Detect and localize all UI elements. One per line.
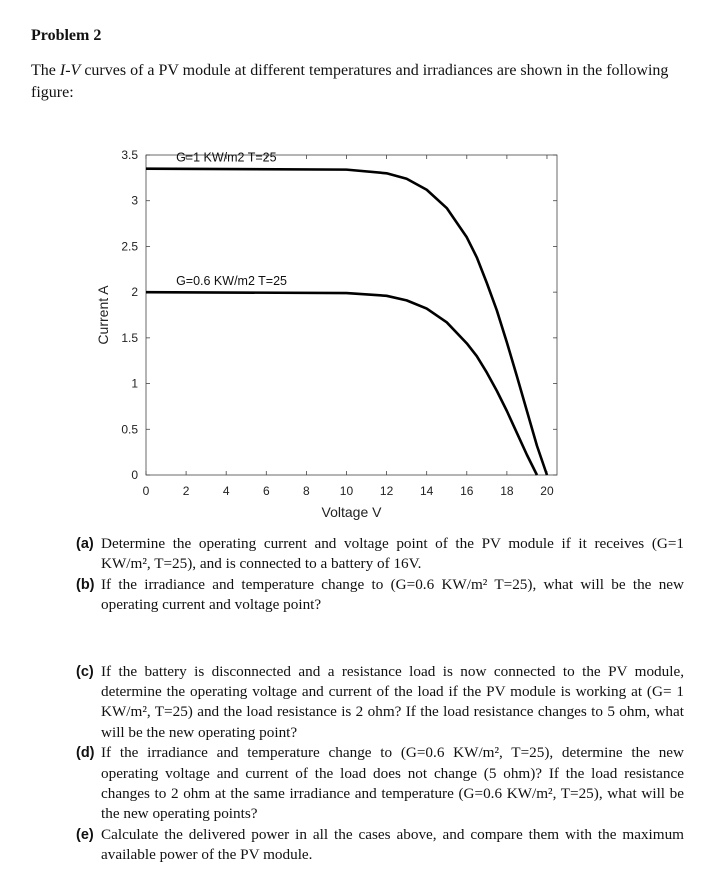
x-axis-label: Voltage V (321, 504, 382, 520)
y-tick-label: 0.5 (121, 422, 138, 437)
plot-frame (146, 155, 557, 475)
question-label: (a) (76, 536, 94, 552)
question-label: (b) (76, 576, 95, 593)
question-e (76, 825, 684, 866)
series-annotation-1: G=1 KW/m2 T=25 (176, 150, 277, 165)
series-line-2 (146, 292, 537, 475)
x-tick-label: 6 (262, 484, 270, 498)
intro-text-2: curves of a PV module at different temperatures and irradiances are shown in the following figure: (31, 62, 669, 101)
x-tick-label: 2 (182, 484, 190, 498)
question-a (76, 534, 684, 575)
question-text: If the irradiance and temperature change to (G=0.6 KW/m², T=25), determine the new operating voltage and current of the load does not change (5 ohm)? If the load resistance changes to 2 ohm at the same irradiance and temperature (G=0.6 KW/m², T=25), what will be the new operating points? (101, 744, 684, 823)
x-tick-label: 12 (379, 484, 394, 498)
intro-text-1: The (31, 62, 60, 79)
question-d (76, 743, 684, 825)
intro-variable: I-V (59, 62, 81, 79)
y-tick-label: 0 (131, 468, 138, 482)
problem-title: Problem 2 (31, 27, 102, 44)
question-text: If the battery is disconnected and a resistance load is now connected to the PV module, determine the operating voltage and current of the load if the PV module is working at (G= 1 KW/m², T=25) and the load resistance is 2 ohm? If the load resistance changes to 5 ohm, what will be the new operating point? (101, 662, 684, 741)
y-tick-label: 3.5 (121, 148, 138, 162)
x-tick-label: 14 (420, 484, 434, 498)
iv-curve-chart (90, 135, 590, 535)
question-b (76, 575, 684, 616)
y-axis-label: Current A (95, 285, 111, 345)
y-tick-label: 3 (131, 193, 138, 208)
series-line-1 (146, 169, 547, 475)
y-tick-label: 1 (131, 376, 138, 391)
question-label: (c) (76, 663, 94, 680)
question-list (76, 534, 684, 866)
x-tick-label: 8 (303, 484, 310, 498)
x-tick-label: 0 (142, 484, 150, 498)
question-label: (e) (76, 826, 94, 843)
question-text: Calculate the delivered power in all the cases above, and compare them with the maximum available power of the PV module. (101, 825, 684, 864)
x-tick-label: 18 (500, 484, 514, 498)
series-annotation-2: G=0.6 KW/m2 T=25 (176, 274, 288, 289)
question-label: (d) (76, 745, 95, 762)
y-tick-label: 2.5 (121, 239, 138, 254)
problem-intro (31, 60, 691, 104)
y-tick-label: 2 (131, 285, 138, 300)
x-tick-label: 10 (339, 484, 354, 498)
x-tick-label: 16 (460, 484, 474, 498)
x-tick-label: 20 (540, 484, 554, 498)
question-text: Determine the operating current and voltage point of the PV module if it receives (G=1 KW/m², T=25), and is connected to a battery of 16V. (101, 535, 684, 573)
question-c (76, 662, 684, 744)
y-tick-label: 1.5 (121, 330, 138, 345)
x-tick-label: 4 (222, 484, 230, 498)
question-text: If the irradiance and temperature change to (G=0.6 KW/m² T=25), what will be the new operating current and voltage point? (101, 575, 684, 614)
